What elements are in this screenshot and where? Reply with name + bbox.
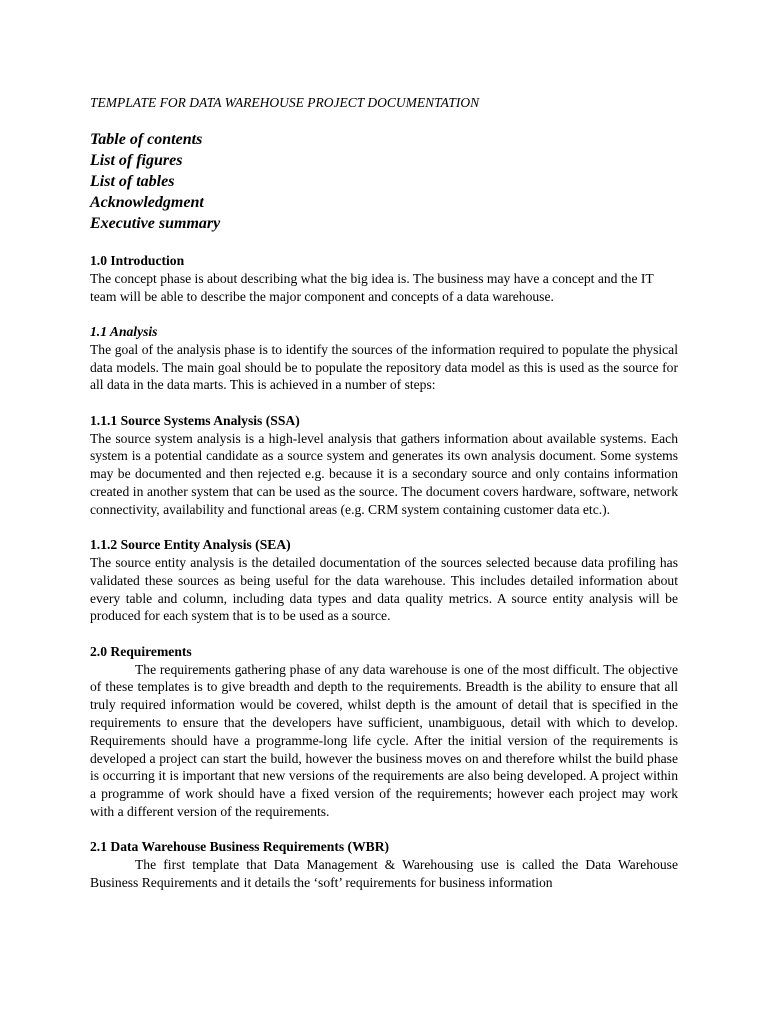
section-heading: 2.0 Requirements xyxy=(90,643,192,659)
section-paragraph: The requirements gathering phase of any data warehouse is one of the most difficult. The objective of these templates is to give breadth and depth to the requirements. Breadth is the ability to ensure that all truly required information would be covered, whilst depth is the amount of detail that is specified in the requirements to ensure that the developers have sufficient, unambiguous, detail with which to develop. Requirements should have a programme-long life cycle. After the initial version of the requirements is developed a project can start the build, however the business moves on and therefore whilst the build phase is occurring it is important that new versions of the requirements are also being developed. A project within a programme of work should have a fixed version of the requirements; however each project may work with a different version of the requirements. xyxy=(90,661,678,819)
section-paragraph: The goal of the analysis phase is to identify the sources of the information required to populate the physical data models. The main goal should be to populate the repository data model as this is used as the source for all data in the data marts. This is achieved in a number of steps: xyxy=(90,341,678,393)
section-analysis xyxy=(90,323,678,394)
section-heading: 1.1.1 Source Systems Analysis (SSA) xyxy=(90,412,300,428)
section-paragraph: The first template that Data Management & Warehousing use is called the Data Warehouse Business Requirements and it details the ‘soft’ requirements for business information xyxy=(90,857,678,890)
section-requirements xyxy=(90,643,678,821)
toc-item-table-of-contents: Table of contents xyxy=(90,131,203,148)
section-heading: 1.1 Analysis xyxy=(90,323,158,339)
toc-item-executive-summary: Executive summary xyxy=(90,215,221,232)
toc-item-list-of-figures: List of figures xyxy=(90,152,183,169)
section-heading: 2.1 Data Warehouse Business Requirements (WBR) xyxy=(90,839,390,855)
table-of-contents-list xyxy=(90,129,678,234)
section-source-entity-analysis xyxy=(90,536,678,625)
section-heading: 1.0 Introduction xyxy=(90,253,185,268)
toc-item-list-of-tables: List of tables xyxy=(90,173,175,190)
section-paragraph: The source entity analysis is the detailed documentation of the sources selected because data profiling has validated these sources as being useful for the data warehouse. This includes detailed information about every table and column, including data types and data quality metrics. A source entity analysis will be produced for each system that is to be used as a source. xyxy=(90,554,678,624)
section-source-systems-analysis xyxy=(90,412,678,519)
section-introduction xyxy=(90,252,678,305)
toc-item-acknowledgment: Acknowledgment xyxy=(90,194,204,211)
section-paragraph: The source system analysis is a high-level analysis that gathers information about available systems. Each system is a potential candidate as a source system and generates its own analysis document. Some systems may be documented and then rejected e.g. because it is a secondary source and only contains information created in another system that can be used as the source. The document covers hardware, software, network connectivity, availability and functional areas (e.g. CRM system containing customer data etc.). xyxy=(90,430,678,517)
document-title: TEMPLATE FOR DATA WAREHOUSE PROJECT DOCUMENTATION xyxy=(90,95,480,110)
section-business-requirements xyxy=(90,838,678,891)
section-paragraph: The concept phase is about describing what the big idea is. The business may have a concept and the IT team will be able to describe the major component and concepts of a data warehouse. xyxy=(90,270,654,304)
document-page xyxy=(90,94,678,909)
section-heading: 1.1.2 Source Entity Analysis (SEA) xyxy=(90,537,291,553)
